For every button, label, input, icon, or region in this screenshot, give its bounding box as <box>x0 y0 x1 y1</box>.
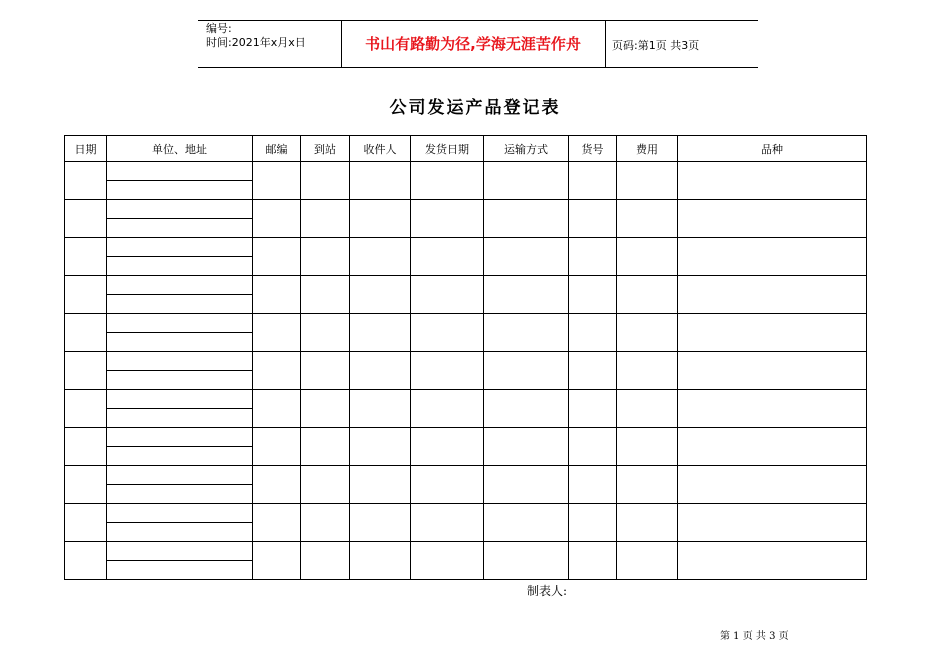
ship-date-cell <box>411 428 484 466</box>
cost-cell <box>617 352 678 390</box>
variety-cell <box>678 162 867 200</box>
ship-date-cell <box>411 162 484 200</box>
page-footer: 第 1 页 共 3 页 <box>720 631 789 642</box>
unit-address-cell <box>107 333 253 352</box>
item-number-cell <box>569 162 617 200</box>
date-cell <box>65 428 107 466</box>
item-number-cell <box>569 276 617 314</box>
recipient-cell <box>350 542 411 580</box>
unit-address-cell <box>107 466 253 485</box>
recipient-cell <box>350 200 411 238</box>
item-number-cell <box>569 352 617 390</box>
unit-address-cell <box>107 523 253 542</box>
cost-cell <box>617 162 678 200</box>
header-bottom-rule <box>198 67 758 68</box>
shipment-register-table <box>64 135 867 580</box>
ship-date-cell <box>411 238 484 276</box>
item-number-cell <box>569 314 617 352</box>
date-cell <box>65 466 107 504</box>
page-title: 公司发运产品登记表 <box>389 98 561 118</box>
transport-method-cell <box>484 466 569 504</box>
cost-cell <box>617 504 678 542</box>
variety-cell <box>678 314 867 352</box>
unit-address-cell <box>107 561 253 580</box>
column-header-cost: 费用 <box>617 136 678 162</box>
date-cell <box>65 238 107 276</box>
item-number-cell <box>569 542 617 580</box>
transport-method-cell <box>484 162 569 200</box>
recipient-cell <box>350 428 411 466</box>
item-number-cell <box>569 390 617 428</box>
postcode-cell <box>253 542 301 580</box>
column-header-ship-date: 发货日期 <box>411 136 484 162</box>
recipient-cell <box>350 276 411 314</box>
unit-address-cell <box>107 371 253 390</box>
date-cell <box>65 352 107 390</box>
recipient-cell <box>350 162 411 200</box>
item-number-cell <box>569 238 617 276</box>
unit-address-cell <box>107 276 253 295</box>
transport-method-cell <box>484 238 569 276</box>
ship-date-cell <box>411 504 484 542</box>
transport-method-cell <box>484 542 569 580</box>
transport-method-cell <box>484 504 569 542</box>
postcode-cell <box>253 466 301 504</box>
table-header-row <box>65 136 867 162</box>
date-cell <box>65 504 107 542</box>
postcode-cell <box>253 276 301 314</box>
unit-address-cell <box>107 314 253 333</box>
variety-cell <box>678 390 867 428</box>
date-cell <box>65 200 107 238</box>
unit-address-cell <box>107 542 253 561</box>
variety-cell <box>678 428 867 466</box>
unit-address-cell <box>107 257 253 276</box>
transport-method-cell <box>484 276 569 314</box>
table-row <box>65 162 867 181</box>
ship-date-cell <box>411 314 484 352</box>
variety-cell <box>678 466 867 504</box>
page-indicator: 页码:第1页 共3页 <box>612 39 700 52</box>
postcode-cell <box>253 428 301 466</box>
variety-cell <box>678 542 867 580</box>
transport-method-cell <box>484 314 569 352</box>
unit-address-cell <box>107 485 253 504</box>
column-header-item-number: 货号 <box>569 136 617 162</box>
postcode-cell <box>253 238 301 276</box>
postcode-cell <box>253 390 301 428</box>
column-header-recipient: 收件人 <box>350 136 411 162</box>
ship-date-cell <box>411 390 484 428</box>
station-cell <box>301 504 350 542</box>
postcode-cell <box>253 314 301 352</box>
table-row <box>65 466 867 485</box>
postcode-cell <box>253 162 301 200</box>
unit-address-cell <box>107 295 253 314</box>
table-body <box>65 162 867 580</box>
header-divider <box>605 20 606 67</box>
date-cell <box>65 542 107 580</box>
transport-method-cell <box>484 390 569 428</box>
cost-cell <box>617 314 678 352</box>
station-cell <box>301 428 350 466</box>
table-row <box>65 390 867 409</box>
item-number-cell <box>569 200 617 238</box>
maker-label: 制表人: <box>527 584 568 598</box>
transport-method-cell <box>484 428 569 466</box>
doc-number-label: 编号: <box>206 22 232 35</box>
unit-address-cell <box>107 390 253 409</box>
recipient-cell <box>350 504 411 542</box>
time-label: 时间:2021年x月x日 <box>206 36 306 49</box>
unit-address-cell <box>107 162 253 181</box>
postcode-cell <box>253 352 301 390</box>
cost-cell <box>617 428 678 466</box>
ship-date-cell <box>411 542 484 580</box>
unit-address-cell <box>107 428 253 447</box>
station-cell <box>301 200 350 238</box>
recipient-cell <box>350 314 411 352</box>
column-header-postcode: 邮编 <box>253 136 301 162</box>
unit-address-cell <box>107 352 253 371</box>
unit-address-cell <box>107 409 253 428</box>
cost-cell <box>617 200 678 238</box>
header-info <box>206 22 306 50</box>
ship-date-cell <box>411 276 484 314</box>
postcode-cell <box>253 200 301 238</box>
unit-address-cell <box>107 200 253 219</box>
variety-cell <box>678 352 867 390</box>
item-number-cell <box>569 504 617 542</box>
transport-method-cell <box>484 200 569 238</box>
station-cell <box>301 238 350 276</box>
date-cell <box>65 276 107 314</box>
cost-cell <box>617 390 678 428</box>
column-header-station: 到站 <box>301 136 350 162</box>
table-row <box>65 352 867 371</box>
station-cell <box>301 276 350 314</box>
table-row <box>65 314 867 333</box>
unit-address-cell <box>107 219 253 238</box>
cost-cell <box>617 542 678 580</box>
column-header-unit-address: 单位、地址 <box>107 136 253 162</box>
unit-address-cell <box>107 238 253 257</box>
variety-cell <box>678 504 867 542</box>
cost-cell <box>617 466 678 504</box>
table-row <box>65 200 867 219</box>
cost-cell <box>617 276 678 314</box>
unit-address-cell <box>107 181 253 200</box>
unit-address-cell <box>107 447 253 466</box>
ship-date-cell <box>411 200 484 238</box>
recipient-cell <box>350 466 411 504</box>
date-cell <box>65 162 107 200</box>
item-number-cell <box>569 428 617 466</box>
recipient-cell <box>350 352 411 390</box>
table-row <box>65 504 867 523</box>
date-cell <box>65 314 107 352</box>
column-header-transport-method: 运输方式 <box>484 136 569 162</box>
item-number-cell <box>569 466 617 504</box>
table-row <box>65 428 867 447</box>
station-cell <box>301 466 350 504</box>
variety-cell <box>678 200 867 238</box>
station-cell <box>301 390 350 428</box>
table-row <box>65 276 867 295</box>
column-header-date: 日期 <box>65 136 107 162</box>
ship-date-cell <box>411 352 484 390</box>
recipient-cell <box>350 390 411 428</box>
ship-date-cell <box>411 466 484 504</box>
variety-cell <box>678 238 867 276</box>
transport-method-cell <box>484 352 569 390</box>
table-row <box>65 238 867 257</box>
unit-address-cell <box>107 504 253 523</box>
table-row <box>65 542 867 561</box>
station-cell <box>301 162 350 200</box>
date-cell <box>65 390 107 428</box>
station-cell <box>301 352 350 390</box>
recipient-cell <box>350 238 411 276</box>
column-header-variety: 品种 <box>678 136 867 162</box>
variety-cell <box>678 276 867 314</box>
station-cell <box>301 314 350 352</box>
cost-cell <box>617 238 678 276</box>
station-cell <box>301 542 350 580</box>
postcode-cell <box>253 504 301 542</box>
header-motto: 书山有路勤为径,学海无涯苦作舟 <box>365 35 581 53</box>
